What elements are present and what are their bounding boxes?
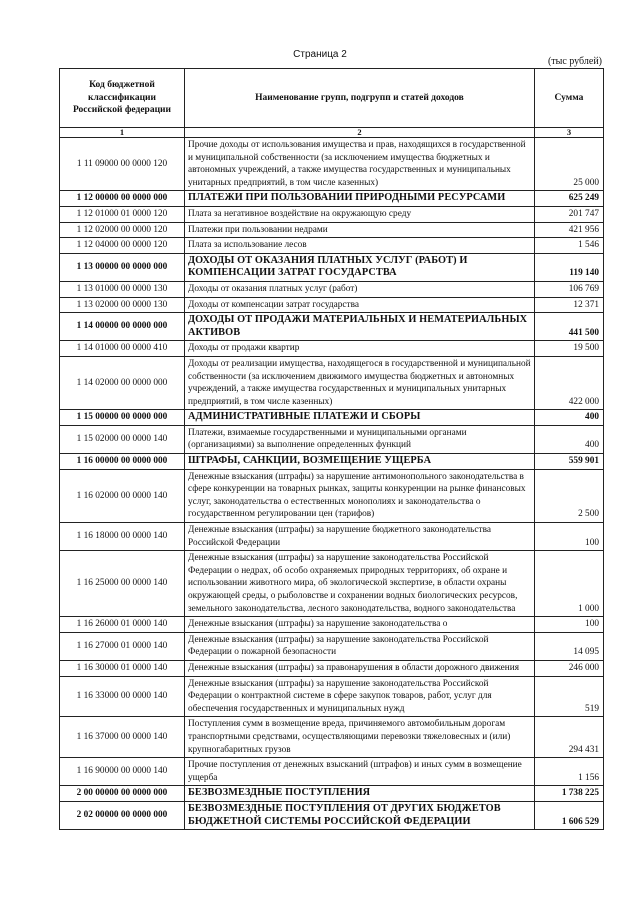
header-amount: Сумма (535, 69, 604, 128)
name-cell: Денежные взыскания (штрафы) за нарушение законодательства Российской Федерации о контрактной системе в сфере закупок товаров, работ, услуг для обеспечения государственных и муниципальных нужд (185, 676, 535, 717)
name-cell: Денежные взыскания (штрафы) за нарушение законодательства о (185, 617, 535, 633)
code-cell: 1 14 02000 00 0000 000 (60, 356, 185, 409)
amount-cell: 421 956 (535, 222, 604, 238)
amount-cell: 1 546 (535, 238, 604, 254)
table-row (60, 786, 604, 802)
table-row (60, 551, 604, 617)
amount-cell: 19 500 (535, 341, 604, 357)
amount-cell: 100 (535, 617, 604, 633)
amount-cell: 625 249 (535, 191, 604, 207)
amount-cell: 441 500 (535, 313, 604, 341)
name-cell: Денежные взыскания (штрафы) за правонарушения в области дорожного движения (185, 660, 535, 676)
amount-cell: 422 000 (535, 356, 604, 409)
code-cell: 1 14 00000 00 0000 000 (60, 313, 185, 341)
code-cell: 1 13 00000 00 0000 000 (60, 253, 185, 281)
table-row (60, 191, 604, 207)
table-row (60, 758, 604, 786)
code-cell: 1 11 09000 00 0000 120 (60, 138, 185, 191)
code-cell: 1 12 01000 01 0000 120 (60, 206, 185, 222)
name-cell: ПЛАТЕЖИ ПРИ ПОЛЬЗОВАНИИ ПРИРОДНЫМИ РЕСУРСАМИ (185, 191, 535, 207)
amount-cell: 400 (535, 410, 604, 426)
name-cell: Денежные взыскания (штрафы) за нарушение законодательства Российской Федерации о недрах, об особо охраняемых природных территориях, об охране и использовании животного мира, об экологической экспертизе, в области охраны окружающей среды, о рыболовстве и сохранении водных биологических ресурсов, земельного законодательства, лесного законодательства, водного законодательства (185, 551, 535, 617)
code-cell: 1 16 27000 01 0000 140 (60, 632, 185, 660)
name-cell: Платежи при пользовании недрами (185, 222, 535, 238)
amount-cell: 246 000 (535, 660, 604, 676)
amount-cell: 2 500 (535, 469, 604, 522)
table-row (60, 341, 604, 357)
name-cell: Доходы от оказания платных услуг (работ) (185, 281, 535, 297)
column-number-2: 2 (185, 128, 535, 138)
name-cell: АДМИНИСТРАТИВНЫЕ ПЛАТЕЖИ И СБОРЫ (185, 410, 535, 426)
code-cell: 1 15 02000 00 0000 140 (60, 425, 185, 453)
code-cell: 1 16 26000 01 0000 140 (60, 617, 185, 633)
code-cell: 1 16 18000 00 0000 140 (60, 523, 185, 551)
amount-cell: 1 738 225 (535, 786, 604, 802)
amount-cell: 400 (535, 425, 604, 453)
table-row (60, 617, 604, 633)
code-cell: 1 16 90000 00 0000 140 (60, 758, 185, 786)
name-cell: Поступления сумм в возмещение вреда, причиняемого автомобильным дорогам транспортными средствами, осуществляющими перевозки тяжеловесных и (или) крупногабаритных грузов (185, 717, 535, 758)
table-row (60, 632, 604, 660)
amount-cell: 559 901 (535, 454, 604, 470)
name-cell: Денежные взыскания (штрафы) за нарушение бюджетного законодательства Российской Федерации (185, 523, 535, 551)
code-cell: 2 00 00000 00 0000 000 (60, 786, 185, 802)
amount-cell: 1 000 (535, 551, 604, 617)
name-cell: Доходы от компенсации затрат государства (185, 297, 535, 313)
table-row (60, 297, 604, 313)
header-name: Наименование групп, подгрупп и статей доходов (185, 69, 535, 128)
name-cell: Плата за негативное воздействие на окружающую среду (185, 206, 535, 222)
amount-cell: 14 095 (535, 632, 604, 660)
amount-cell: 294 431 (535, 717, 604, 758)
table-row (60, 454, 604, 470)
code-cell: 1 16 25000 00 0000 140 (60, 551, 185, 617)
table-row (60, 206, 604, 222)
code-cell: 1 13 02000 00 0000 130 (60, 297, 185, 313)
table-row (60, 425, 604, 453)
amount-cell: 106 769 (535, 281, 604, 297)
name-cell: Прочие поступления от денежных взысканий (штрафов) и иных сумм в возмещение ущерба (185, 758, 535, 786)
name-cell: БЕЗВОЗМЕЗДНЫЕ ПОСТУПЛЕНИЯ ОТ ДРУГИХ БЮДЖЕТОВ БЮДЖЕТНОЙ СИСТЕМЫ РОССИЙСКОЙ ФЕДЕРАЦИИ (185, 801, 535, 829)
name-cell: Доходы от реализации имущества, находящегося в государственной и муниципальной собственности (за исключением движимого имущества бюджетных и автономных учреждений, а также имущества государственных и муниципальных унитарных предприятий, в том числе казенных) (185, 356, 535, 409)
name-cell: Доходы от продажи квартир (185, 341, 535, 357)
code-cell: 1 13 01000 00 0000 130 (60, 281, 185, 297)
revenue-table (59, 68, 604, 830)
name-cell: БЕЗВОЗМЕЗДНЫЕ ПОСТУПЛЕНИЯ (185, 786, 535, 802)
table-row (60, 138, 604, 191)
code-cell: 1 12 00000 00 0000 000 (60, 191, 185, 207)
amount-cell: 519 (535, 676, 604, 717)
table-row (60, 676, 604, 717)
amount-cell: 12 371 (535, 297, 604, 313)
name-cell: ШТРАФЫ, САНКЦИИ, ВОЗМЕЩЕНИЕ УЩЕРБА (185, 454, 535, 470)
name-cell: Денежные взыскания (штрафы) за нарушение законодательства Российской Федерации о пожарной безопасности (185, 632, 535, 660)
table-row (60, 469, 604, 522)
code-cell: 1 16 00000 00 0000 000 (60, 454, 185, 470)
table-row (60, 801, 604, 829)
table-row (60, 660, 604, 676)
code-cell: 1 16 30000 01 0000 140 (60, 660, 185, 676)
header-row (60, 69, 604, 128)
name-cell: ДОХОДЫ ОТ ОКАЗАНИЯ ПЛАТНЫХ УСЛУГ (РАБОТ) И КОМПЕНСАЦИИ ЗАТРАТ ГОСУДАРСТВА (185, 253, 535, 281)
amount-cell: 119 140 (535, 253, 604, 281)
units-label: (тыс рублей) (547, 56, 602, 67)
table-row (60, 717, 604, 758)
table-row (60, 313, 604, 341)
name-cell: Денежные взыскания (штрафы) за нарушение антимонопольного законодательства в сфере конкуренции на товарных рынках, защиты конкуренции на рынке финансовых услуг, законодательства о естественных монополиях и законодательства о государственном регулировании цен (тарифов) (185, 469, 535, 522)
code-cell: 2 02 00000 00 0000 000 (60, 801, 185, 829)
code-cell: 1 14 01000 00 0000 410 (60, 341, 185, 357)
amount-cell: 1 156 (535, 758, 604, 786)
column-number-row (60, 128, 604, 138)
name-cell: ДОХОДЫ ОТ ПРОДАЖИ МАТЕРИАЛЬНЫХ И НЕМАТЕРИАЛЬНЫХ АКТИВОВ (185, 313, 535, 341)
code-cell: 1 16 02000 00 0000 140 (60, 469, 185, 522)
amount-cell: 25 000 (535, 138, 604, 191)
table-row (60, 222, 604, 238)
page-label: Страница 2 (293, 49, 347, 60)
name-cell: Платежи, взимаемые государственными и муниципальными органами (организациями) за выполнение определенных функций (185, 425, 535, 453)
amount-cell: 201 747 (535, 206, 604, 222)
column-number-3: 3 (535, 128, 604, 138)
name-cell: Прочие доходы от использования имущества и прав, находящихся в государственной и муниципальной собственности (за исключением имущества бюджетных и автономных учреждений, а также имущества государственных и муниципальных унитарных предприятий, в том числе казенных) (185, 138, 535, 191)
code-cell: 1 12 04000 00 0000 120 (60, 238, 185, 254)
column-number-1: 1 (60, 128, 185, 138)
table-row (60, 253, 604, 281)
table-row (60, 356, 604, 409)
table-row (60, 523, 604, 551)
amount-cell: 100 (535, 523, 604, 551)
name-cell: Плата за использование лесов (185, 238, 535, 254)
code-cell: 1 15 00000 00 0000 000 (60, 410, 185, 426)
code-cell: 1 16 33000 00 0000 140 (60, 676, 185, 717)
table-row (60, 238, 604, 254)
code-cell: 1 12 02000 00 0000 120 (60, 222, 185, 238)
amount-cell: 1 606 529 (535, 801, 604, 829)
header-code: Код бюджетной классификации Российской федерации (60, 69, 185, 128)
table-row (60, 410, 604, 426)
table-row (60, 281, 604, 297)
code-cell: 1 16 37000 00 0000 140 (60, 717, 185, 758)
